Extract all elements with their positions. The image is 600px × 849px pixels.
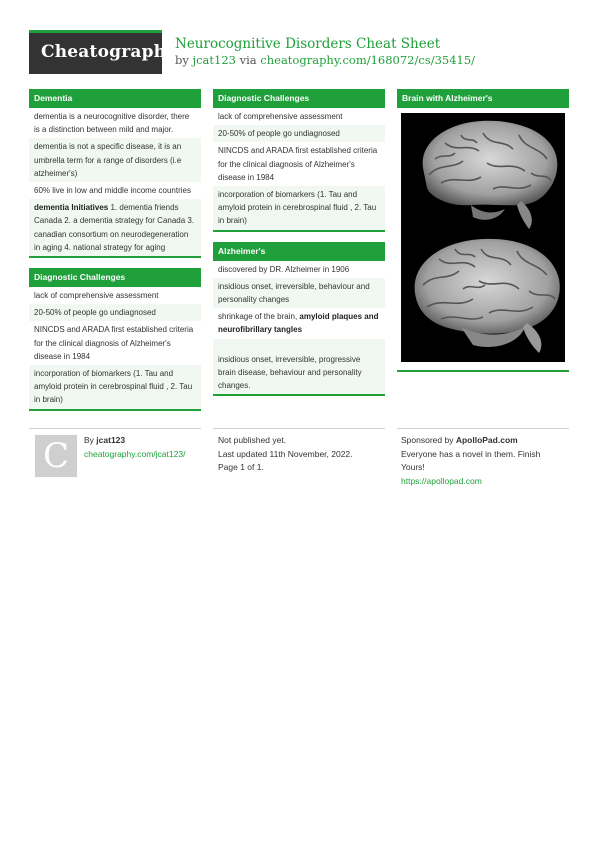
column-3 [397, 89, 569, 372]
list-item: incorporation of biomarkers (1. Tau and amyloid protein in cerebrospinal fluid , 2. Tau in brain) [29, 365, 201, 411]
list-item: discovered by DR. Alzheimer in 1906 [218, 264, 350, 274]
author-link[interactable]: jcat123 [192, 53, 236, 67]
sheet-url-link[interactable]: cheatography.com/168072/cs/35415/ [260, 53, 476, 67]
logo-text: Cheatography [41, 42, 177, 62]
section-header-diagnostic-challenges: Diagnostic Challenges [213, 89, 385, 108]
byline [175, 53, 475, 67]
footer-author-url[interactable]: cheatography.com/jcat123/ [84, 448, 186, 459]
section-header-dementia: Dementia [29, 89, 201, 108]
section-header-diagnostic-challenges: Diagnostic Challenges [29, 268, 201, 287]
list-item: insidious onset, irreversible, progressive brain disease, behaviour and personality changes. [213, 351, 385, 397]
list-item: lack of comprehensive assessment [218, 112, 343, 121]
column-1 [29, 89, 201, 411]
section-header-brain-with-alzheimers: Brain with Alzheimer's [397, 89, 569, 108]
list-item: lack of comprehensive assessment [34, 291, 159, 301]
sponsor-name[interactable]: ApolloPad.com [455, 435, 518, 445]
footer-author [84, 434, 185, 461]
footer-rule [213, 428, 385, 429]
byline-by: by [175, 53, 189, 67]
list-item: dementia is a neurocognitive disorder, there is a distinction between mild and major. [34, 112, 190, 135]
shrinkage-text: shrinkage of the brain, [218, 312, 300, 322]
page-number: Page 1 of 1. [218, 462, 264, 472]
column-2 [213, 89, 385, 396]
last-updated: Last updated 11th November, 2022. [218, 448, 353, 459]
dementia-initiatives-label: dementia Initiatives [34, 203, 109, 213]
empty-row [213, 339, 385, 351]
footer-status [218, 434, 353, 475]
footer-author-name[interactable]: jcat123 [96, 435, 126, 445]
avatar-letter-icon: C [43, 436, 70, 476]
list-item: 20-50% of people go undiagnosed [213, 125, 385, 142]
dementia-initiatives-text: 1. dementia friends Canada 2. a dementia strategy for Canada 3. canadian consortium on neurodegeneration in aging 4. national strategy for aging [34, 203, 195, 252]
brain-image [401, 113, 565, 362]
footer-sponsor [401, 434, 566, 488]
list-item [213, 308, 385, 338]
shrinkage-bold: amyloid plaques and neurofibrillary tangles [218, 312, 379, 335]
sponsor-tagline: Everyone has a novel in them. Finish Yours! [401, 448, 541, 472]
footer-rule [397, 428, 569, 429]
list-item: NINCDS and ARADA first established criteria for the clinical diagnosis of Alzheimer's disease in 1984 [218, 146, 378, 182]
footer-by-label: By [84, 435, 94, 445]
page-title: Neurocognitive Disorders Cheat Sheet [175, 36, 441, 52]
comparison-brain [415, 239, 560, 353]
list-item: insidious onset, irreversible, behaviour and personality changes [213, 278, 385, 308]
atrophied-brain [423, 121, 558, 229]
list-item: incorporation of biomarkers (1. Tau and amyloid protein in cerebrospinal fluid , 2. Tau in brain) [213, 186, 385, 232]
section-header-alzheimers: Alzheimer's [213, 242, 385, 261]
list-item: dementia is not a specific disease, it is an umbrella term for a range of disorders (i.e atzheimer's) [29, 138, 201, 182]
list-item: NINCDS and ARADA first established criteria for the clinical diagnosis of Alzheimer's disease in 1984 [34, 325, 194, 361]
publish-status: Not published yet. [218, 435, 287, 445]
sponsored-by-label: Sponsored by [401, 435, 454, 445]
author-avatar[interactable] [35, 435, 77, 477]
list-item: 20-50% of people go undiagnosed [29, 304, 201, 321]
list-item [29, 199, 201, 258]
cheatography-logo[interactable] [29, 30, 177, 74]
sponsor-url[interactable]: https://apollopad.com [401, 475, 482, 486]
brain-illustration [401, 113, 565, 362]
byline-via: via [239, 53, 257, 67]
list-item: 60% live in low and middle income countries [34, 186, 191, 196]
section-end-rule [397, 370, 569, 372]
footer-rule [29, 428, 201, 429]
